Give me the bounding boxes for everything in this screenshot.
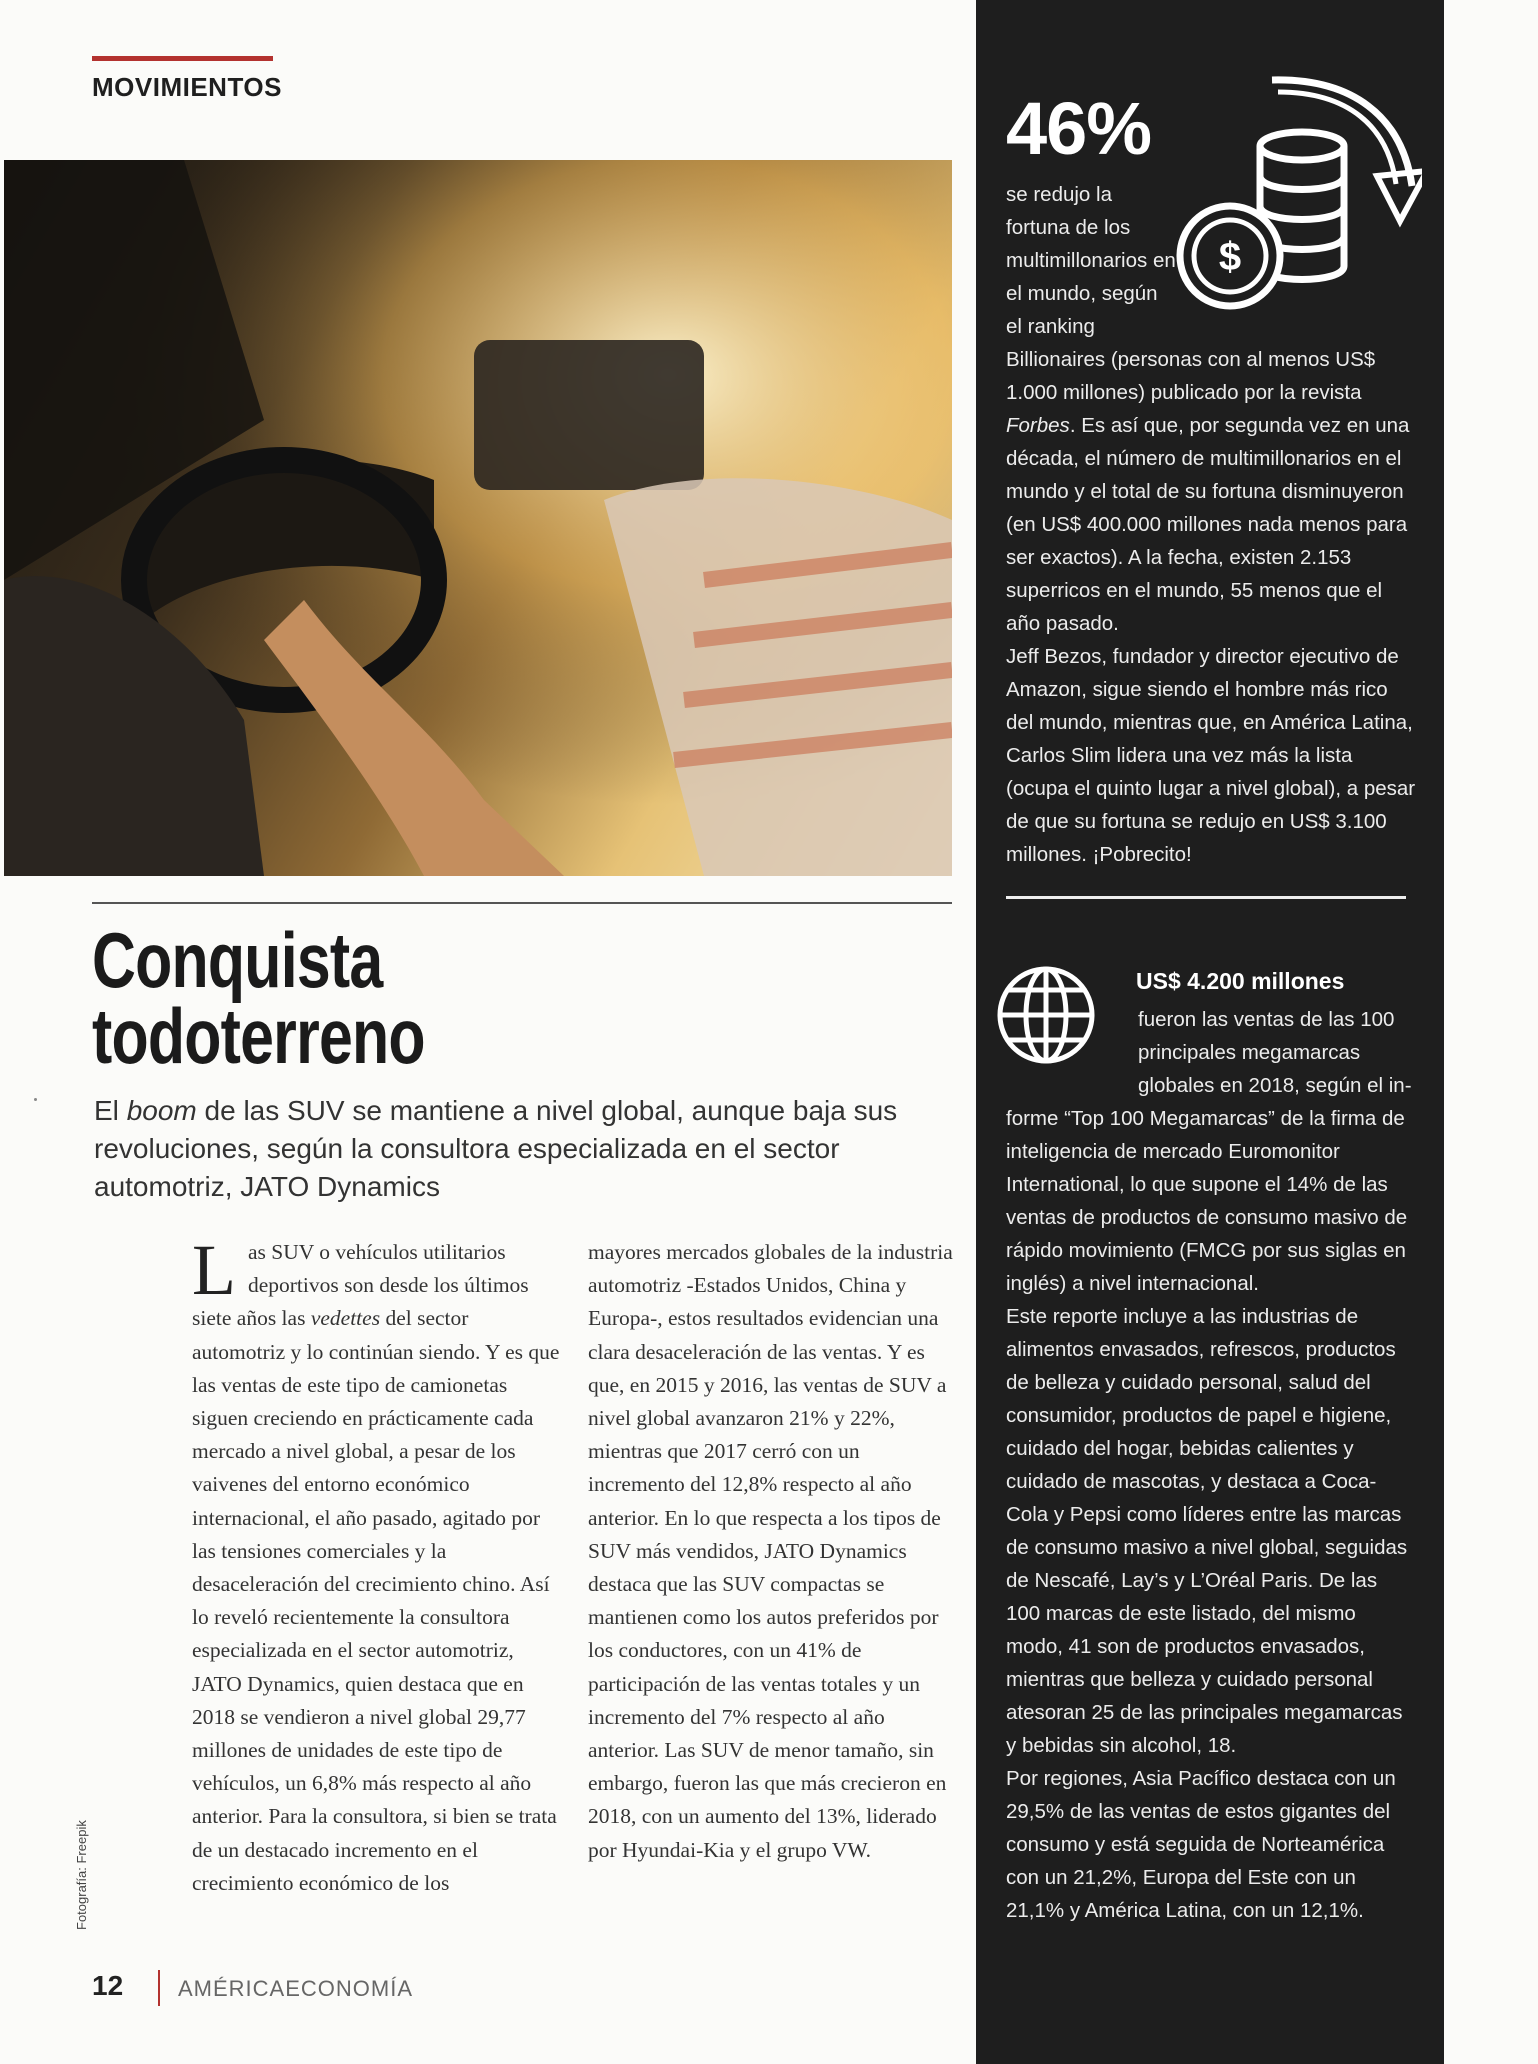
subtitle-emphasis: boom xyxy=(126,1095,197,1126)
stat1-body-text xyxy=(1006,343,1416,871)
page-number: 12 xyxy=(92,1970,124,2001)
stat2-lead-text: fueron las ventas de las 100 principales megamarcas globales en 2018, según el in- xyxy=(1138,1008,1412,1097)
stat2-body-text xyxy=(1006,1102,1416,1927)
svg-text:$: $ xyxy=(1218,235,1242,279)
photo-credit: Fotografía: Freepik xyxy=(74,1820,89,1930)
section-label: MOVIMIENTOS xyxy=(92,72,282,102)
subtitle-pre: El xyxy=(94,1095,127,1126)
stat1-text-b: . Es así que, por segunda vez en una década, el número de multimillonarios en el mundo y el total de su fortuna disminuyeron (en US$ 400.000 millones nada menos para ser exactos). A la fecha, existen 2.153 superricos en el mundo, 55 menos que el año pasado. xyxy=(1006,414,1410,635)
stat2-text-b: Este reporte incluye a las industrias de alimentos envasados, refrescos, productos de belleza y cuidado personal, salud del consumidor, productos de papel e higiene, cuidado del hogar, bebidas calientes y cuidado de mascotas, y destaca a Coca-Cola y Pepsi como líderes entre las marcas de consumo masivo a nivel global, seguidas de Nescafé, Lay’s y L’Oréal Paris. De las 100 marcas de este listado, del mismo modo, 41 son de productos envasados, mientras que belleza y cuidado personal atesoran 25 de las principales megamarcas y bebidas sin alcohol, 18. xyxy=(1006,1305,1408,1757)
car-interior-photo xyxy=(4,160,952,876)
col1-emphasis: vedettes xyxy=(310,1306,381,1331)
article-body-column-2: mayores mercados globales de la industria automotriz -Estados Unidos, China y Europa-, estos resultados evidencian una clara desaceleración de las ventas. Y es que, en 2015 y 2016, las ventas de SUV a nivel global avanzaron 21% y 22%, mientras que 2017 cerró con un incremento del 12,8% respecto al año anterior. En lo que respecta a los tipos de SUV más vendidos, JATO Dynamics destaca que las SUV compactas se mantienen como los autos preferidos por los conductores, con un 41% de participación de las ventas totales y un incremento del 7% respecto al año anterior. Las SUV de menor tamaño, sin embargo, fueron las que más crecieron en 2018, con un aumento del 13%, liderado por Hyundai-Kia y el grupo VW. xyxy=(588,1240,953,1862)
col1-text-a: as SUV o vehículos utilitarios deportivos son desde los últimos siete años las xyxy=(192,1240,529,1331)
stat2-text-a: forme “Top 100 Megamarcas” de la firma de inteligencia de mercado Euromonitor International, lo que supone el 14% de las ventas de productos de consumo masivo de rápido movimiento (FMCG por sus siglas en inglés) a nivel internacional. xyxy=(1006,1107,1408,1295)
section-accent-rule xyxy=(92,56,273,61)
stat1-text-c: Jeff Bezos, fundador y director ejecutivo de Amazon, sigue siendo el hombre más rico del mundo, mientras que, en América Latina, Carlos Slim lidera una vez más la lista (ocupa el quinto lugar a nivel global), a pesar de que su fortuna se redujo en US$ 3.100 millones. ¡Pobrecito! xyxy=(1006,645,1416,866)
article-body-column-1 xyxy=(192,1230,566,1900)
stat-46-percent: 46% xyxy=(1006,87,1152,170)
sidebar-divider xyxy=(1006,896,1406,899)
stat1-emphasis: Forbes xyxy=(1006,414,1070,437)
stat2-text-c: Por regiones, Asia Pacífico destaca con un 29,5% de las ventas de estos gigantes del consumo y está seguida de Norteamérica con un 21,2%, Europa del Este con un 21,1% y América Latina, con un 12,1%. xyxy=(1006,1767,1396,1922)
folio-divider xyxy=(158,1970,160,2006)
coins-down-arrow-icon xyxy=(1172,76,1422,316)
stat1-text-a: Billionaires (personas con al menos US$ 1.000 millones) publicado por la revista xyxy=(1006,348,1376,404)
col1-text-b: del sector automotriz y lo continúan siendo. Y es que las ventas de este tipo de camionetas siguen creciendo en prácticamente cada mercado a nivel global, a pesar de los vaivenes del entorno económico internacional, el año pasado, agitado por las tensiones comerciales y la desaceleración del crecimiento chino. Así lo reveló recientemente la consultora especializada en el sector automotriz, JATO Dynamics, quien destaca que en 2018 se vendieron a nivel global 29,77 millones de unidades de este tipo de vehículos, un 6,8% más respecto al año anterior. Para la consultora, si bien se trata de un destacado incremento en el crecimiento económico de los xyxy=(192,1306,560,1895)
magazine-name: AMÉRICAECONOMÍA xyxy=(178,1976,414,2001)
article-subtitle xyxy=(94,1092,934,1206)
headline-line-2: todoterreno xyxy=(92,992,425,1080)
headline-rule xyxy=(92,902,952,904)
article-headline xyxy=(92,916,638,1080)
stat1-lead-text: se redujo la fortuna de los multimillonarios en el mundo, según el ranking xyxy=(1006,183,1176,338)
subtitle-post: de las SUV se mantiene a nivel global, aunque baja sus revoluciones, según la consultora especializada en el sector automotriz, JATO Dynamics xyxy=(94,1095,898,1202)
globe-icon xyxy=(996,950,1096,1080)
stat-4200-millones: US$ 4.200 millones xyxy=(1136,968,1345,994)
headline-line-1: Conquista xyxy=(92,916,383,1004)
drop-cap: L xyxy=(192,1230,236,1310)
margin-speck xyxy=(34,1098,37,1101)
